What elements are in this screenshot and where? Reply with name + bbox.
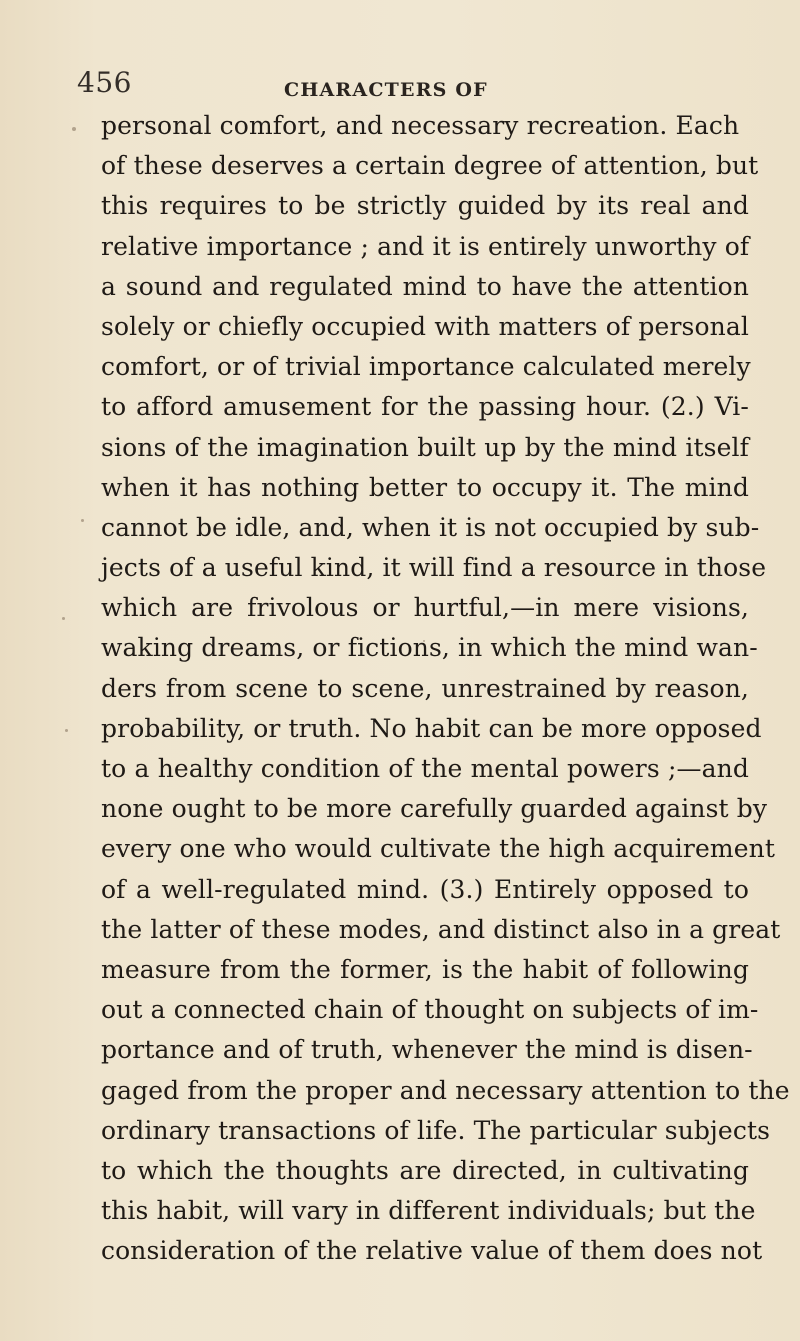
text-line: which are frivolous or hurtful,—in mere visions, [101,593,749,623]
text-line: none ought to be more carefully guarded against by [101,794,768,824]
text-line: out a connected chain of thought on subjects of im- [101,995,759,1025]
text-line: to a healthy condition of the mental powers ;—and [101,754,749,783]
paper-speck [72,127,76,131]
text-line: comfort, or of trivial importance calculated merely [101,352,751,382]
text-line: of these deserves a certain degree of attention, but [101,151,759,181]
text-line: to afford amusement for the passing hour. (2.) Vi- [101,392,749,422]
text-line: to which the thoughts are directed, in cultivating [101,1155,749,1185]
text-line: gaged from the proper and necessary attention to the [101,1075,790,1105]
text-line: when it has nothing better to occupy it. The mind [101,472,749,502]
text-line: ders from scene to scene, unrestrained by reason, [101,673,749,703]
text-line: ordinary transactions of life. The particular subjects [101,1115,771,1145]
paper-speck [81,519,84,522]
text-line: solely or chiefly occupied with matters of personal [101,311,749,341]
text-line: of a well-regulated mind. (3.) Entirely opposed to [101,874,749,904]
text-line: measure from the former, is the habit of following [101,954,749,984]
running-head: CHARACTERS OF [284,79,488,101]
paper-speck [65,729,68,732]
text-line: personal comfort, and necessary recreation. Each [101,111,740,140]
text-line: portance and of truth, whenever the mind is disen- [101,1035,753,1065]
text-line: jects of a useful kind, it will find a resource in those [101,553,767,583]
text-line: relative importance ; and it is entirely unworthy of [101,231,750,261]
text-line: this habit, will vary in different individuals; but the [101,1196,756,1226]
page-number: 456 [77,66,132,99]
paper-speck [423,640,425,642]
paper-speck [62,617,65,620]
text-line: cannot be idle, and, when it is not occupied by sub- [101,512,760,542]
text-line: sions of the imagination built up by the mind itself [101,432,749,462]
text-line: waking dreams, or fictions, in which the mind wan- [101,633,758,663]
text-line: consideration of the relative value of them does not [101,1236,763,1266]
body-text [101,106,790,1271]
text-line: every one who would cultivate the high acquirement [101,834,776,864]
text-line: this requires to be strictly guided by its real and [101,191,749,221]
text-line: a sound and regulated mind to have the attention [101,271,749,301]
text-line: probability, or truth. No habit can be more opposed [101,713,762,743]
text-line: the latter of these modes, and distinct also in a great [101,914,781,944]
